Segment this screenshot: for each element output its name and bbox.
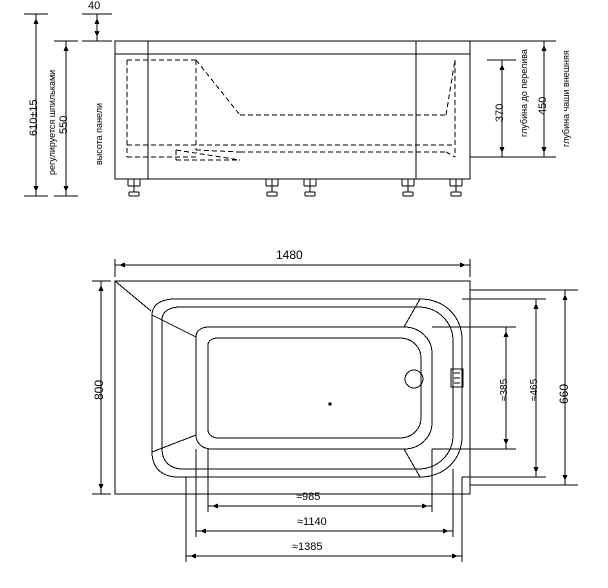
- dim-label-465: ≈465: [529, 378, 540, 401]
- label-bowl-depth: глубина до перелива: [519, 49, 529, 137]
- plan-corner-lines: [152, 299, 420, 477]
- label-panel-height: высота панели: [94, 102, 104, 165]
- elevation-panel-edges: [148, 41, 416, 179]
- label-bowl-outer: глубина чаши внешняя: [561, 50, 571, 147]
- dim-label-1480: 1480: [276, 248, 303, 262]
- dim-label-450: 450: [537, 96, 549, 115]
- elevation-bowl-dashed: [127, 60, 455, 160]
- dim-label-1140: ≈1140: [297, 516, 327, 528]
- dim-label-610: 610±15: [28, 99, 40, 136]
- elevation-legs: [128, 179, 462, 196]
- dim-label-550: 550: [58, 115, 70, 134]
- label-adjust-studs: регулируется шпильками: [47, 69, 57, 175]
- plan-bowl: [196, 327, 432, 449]
- dim-label-660: 660: [557, 383, 571, 404]
- plan-drain: [405, 370, 423, 388]
- dim-label-1385: ≈1385: [292, 541, 323, 553]
- plan-rim-inner: [162, 307, 453, 469]
- dim-label-370: 370: [494, 103, 506, 122]
- dim-label-985: ≈985: [296, 491, 321, 503]
- dim-label-385: ≈385: [499, 378, 510, 401]
- elevation-outline: [115, 41, 470, 179]
- plan-center-mark: [329, 403, 331, 405]
- dim-40: [82, 14, 112, 41]
- dim-label-40: 40: [88, 0, 101, 12]
- dim-label-800: 800: [92, 379, 106, 400]
